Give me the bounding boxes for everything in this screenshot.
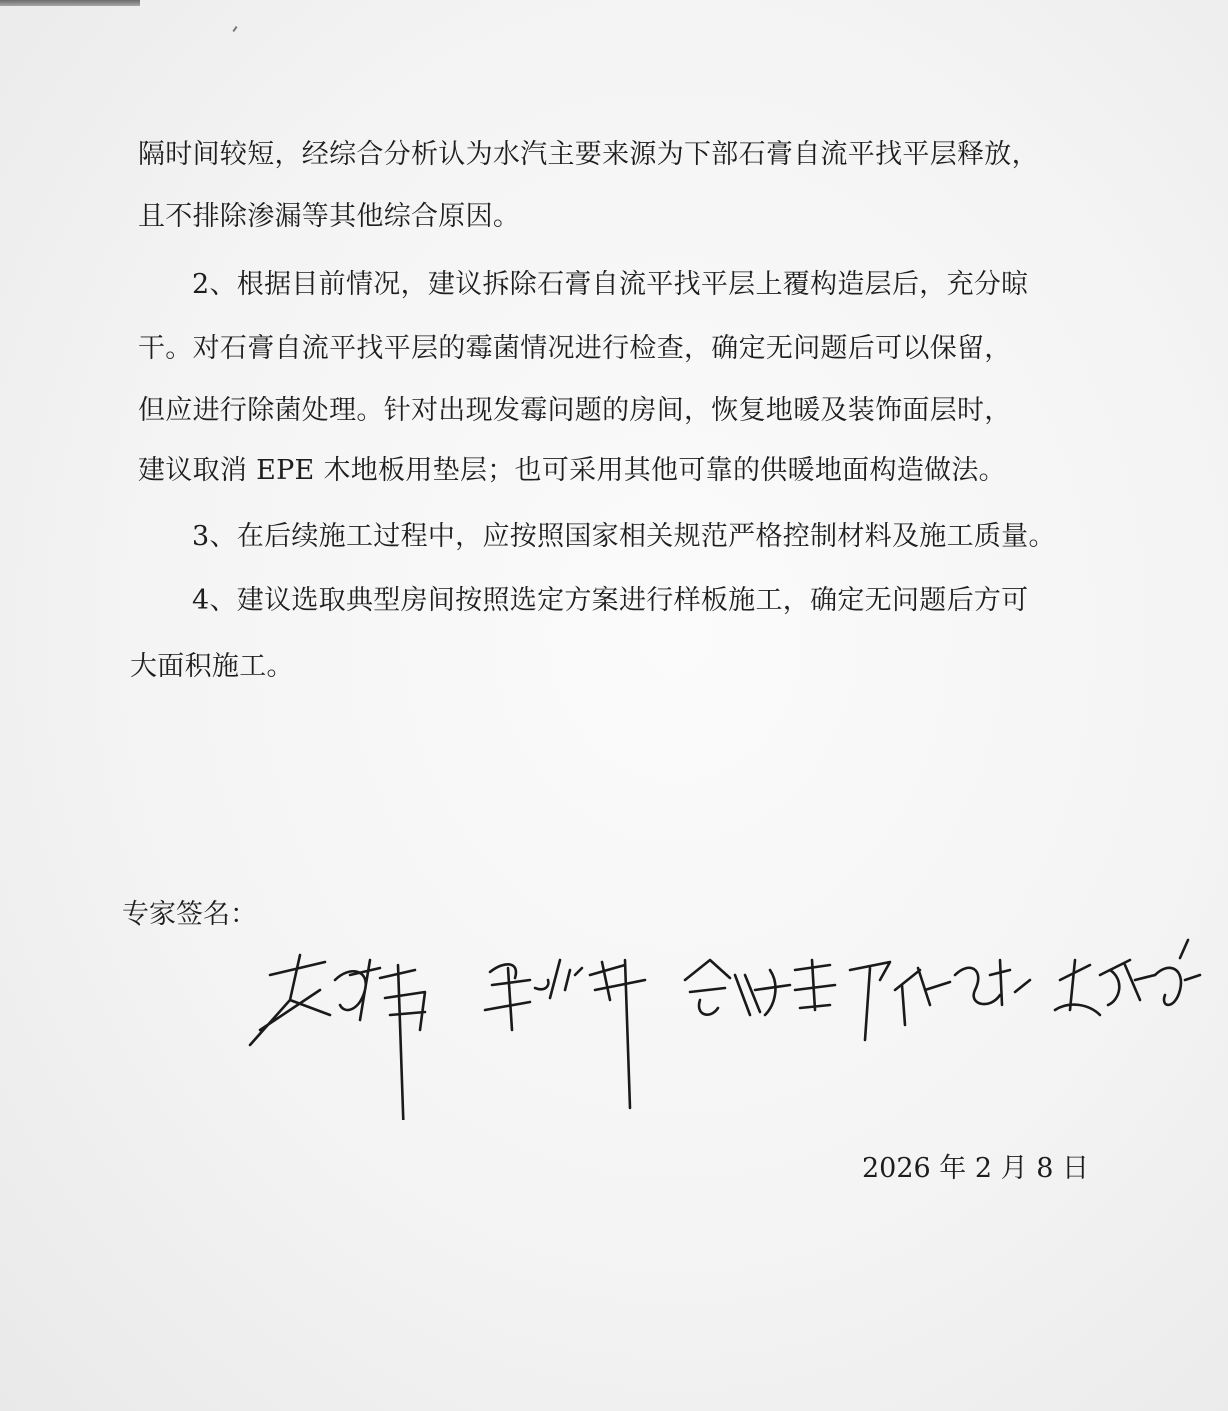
body-line: 大面积施工。 bbox=[130, 651, 294, 682]
signature-label: 专家签名： bbox=[122, 899, 257, 930]
document-date: 2026 年 2 月 8 日 bbox=[862, 1153, 1089, 1184]
handwritten-signatures bbox=[230, 920, 1210, 1120]
body-line: 但应进行除菌处理。针对出现发霉问题的房间，恢复地暖及装饰面层时， bbox=[138, 395, 1012, 426]
body-line: 隔时间较短，经综合分析认为水汽主要来源为下部石膏自流平找平层释放， bbox=[138, 139, 1039, 170]
signature-4 bbox=[850, 960, 1030, 1040]
signature-2 bbox=[485, 960, 645, 1108]
scan-speck bbox=[232, 26, 237, 32]
body-line: 2、根据目前情况，建议拆除石膏自流平找平层上覆构造层后，充分晾 bbox=[192, 269, 1029, 300]
signature-5 bbox=[1055, 940, 1200, 1015]
body-line: 4、建议选取典型房间按照选定方案进行样板施工，确定无问题后方可 bbox=[192, 585, 1029, 616]
body-line: 建议取消 EPE 木地板用垫层；也可采用其他可靠的供暖地面构造做法。 bbox=[138, 455, 1006, 486]
signature-3 bbox=[685, 960, 835, 1015]
body-line: 且不排除渗漏等其他综合原因。 bbox=[138, 201, 521, 232]
signature-1 bbox=[250, 955, 425, 1120]
body-line: 干。对石膏自流平找平层的霉菌情况进行检查，确定无问题后可以保留， bbox=[138, 333, 1012, 364]
scan-edge-shadow bbox=[0, 0, 140, 6]
body-line: 3、在后续施工过程中，应按照国家相关规范严格控制材料及施工质量。 bbox=[192, 521, 1056, 552]
